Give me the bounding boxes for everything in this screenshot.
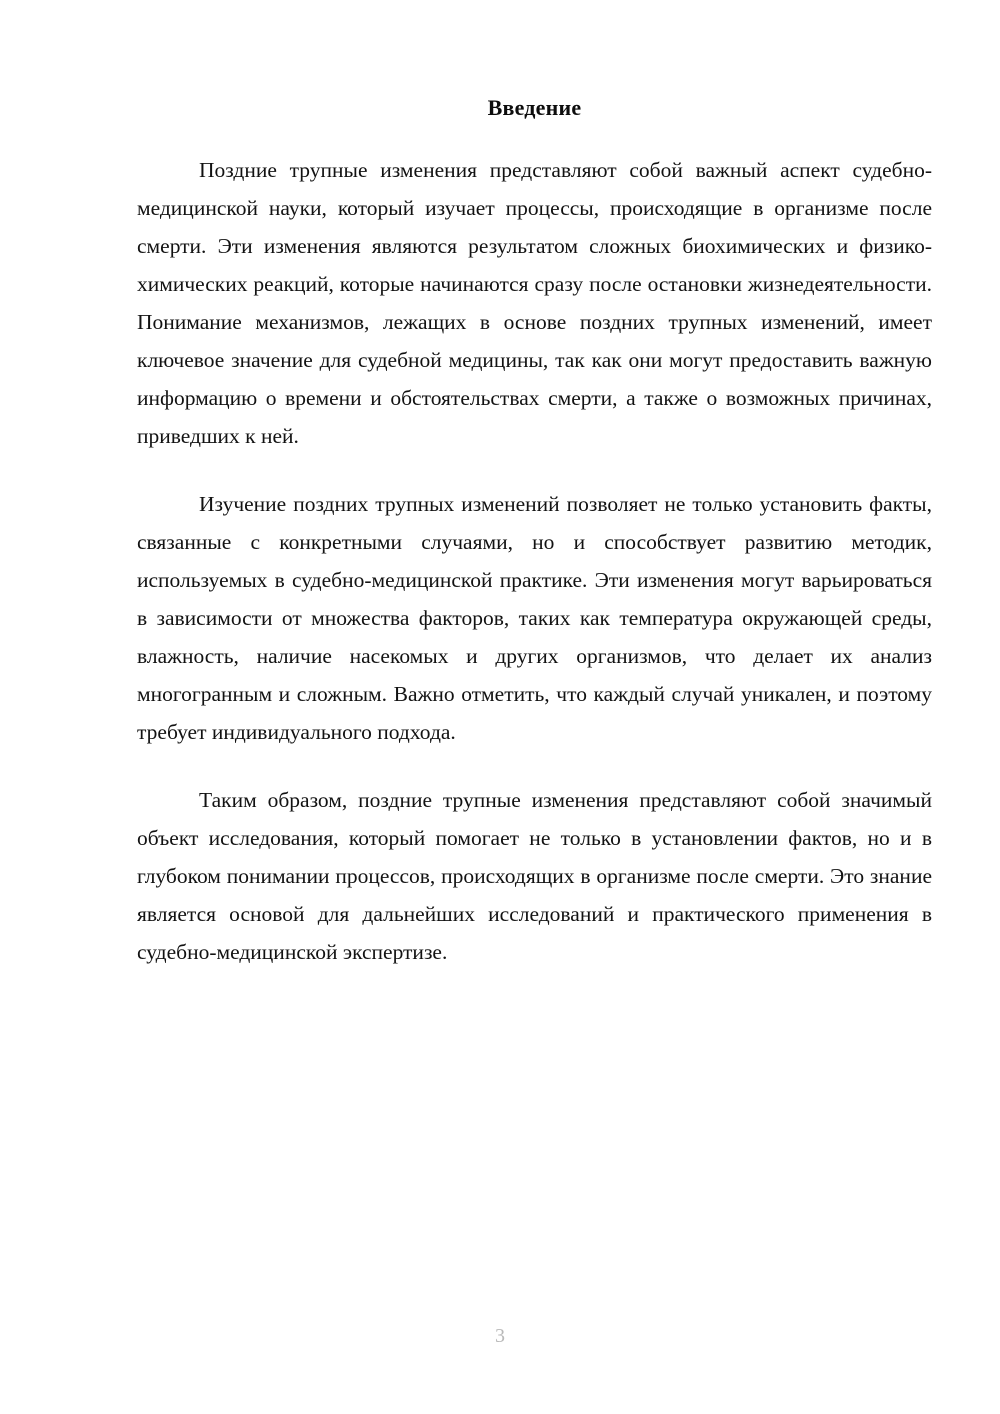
paragraph-3: Таким образом, поздние трупные изменения представляют собой значимый объект исследования, который помогает не только в установлении фактов, но и в глубоком понимании процессов, происходящих в организме после смерти. Это знание является основой для дальнейших исследований и практического применения в судебно-медицинской экспертизе. <box>137 788 932 964</box>
paragraph-2: Изучение поздних трупных изменений позволяет не только установить факты, связанные с конкретными случаями, но и способствует развитию методик, используемых в судебно-медицинской практике. Эти изменения могут варьироваться в зависимости от множества факторов, таких как температура окружающей среды, влажность, наличие насекомых и других организмов, что делает их анализ многогранным и сложным. Важно отметить, что каждый случай уникален, и поэтому требует индивидуального подхода. <box>137 492 932 744</box>
page-number: 3 <box>495 1325 505 1347</box>
paragraph-1: Поздние трупные изменения представляют собой важный аспект судебно-медицинской науки, который изучает процессы, происходящие в организме после смерти. Эти изменения являются результатом сложных биохимических и физико-химических реакций, которые начинаются сразу после остановки жизнедеятельности. Понимание механизмов, лежащих в основе поздних трупных изменений, имеет ключевое значение для судебной медицины, так как они могут предоставить важную информацию о времени и обстоятельствах смерти, а также о возможных причинах, приведших к ней. <box>137 158 932 448</box>
page-title: Введение <box>487 95 582 120</box>
document-body <box>137 0 932 971</box>
